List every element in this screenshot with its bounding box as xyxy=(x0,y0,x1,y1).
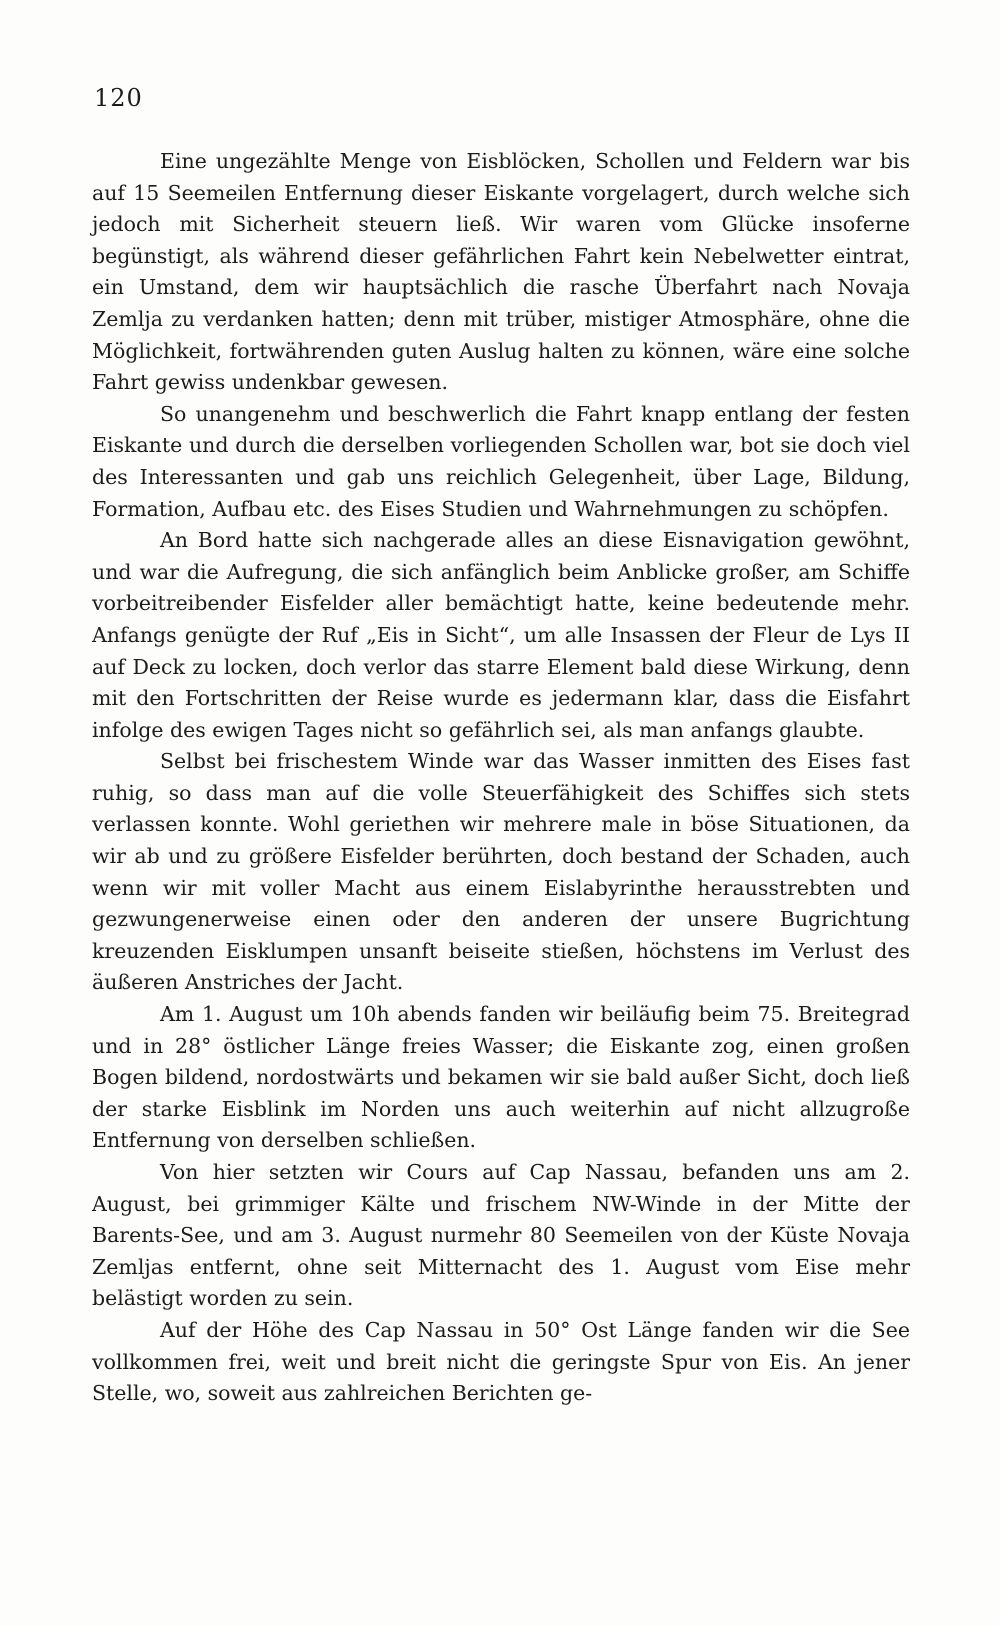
paragraph-4: Selbst bei frischestem Winde war das Wasser inmitten des Eises fast ruhig, so dass man auf die volle Steuerfähigkeit des Schiffes sich stets verlassen konnte. Wohl geriethen wir mehrere male in böse Situationen, da wir ab und zu größere Eisfelder berührten, doch bestand der Schaden, auch wenn wir mit voller Macht aus einem Eislabyrinthe herausstrebten und gezwungenerweise einen oder den anderen der unsere Bugrichtung kreuzenden Eisklumpen unsanft beiseite stießen, höchstens im Verlust des äußeren Anstriches der Jacht. xyxy=(92,749,910,995)
page-number: 120 xyxy=(94,84,143,112)
paragraph-1: Eine ungezählte Menge von Eisblöcken, Schollen und Feldern war bis auf 15 Seemeilen Entfernung dieser Eiskante vorgelagert, durch welche sich jedoch mit Sicherheit steuern ließ. Wir waren vom Glücke insoferne begünstigt, als während dieser gefährlichen Fahrt kein Nebelwetter eintrat, ein Umstand, dem wir hauptsächlich die rasche Überfahrt nach Novaja Zemlja zu verdanken hatten; denn mit trüber, mistiger Atmosphäre, ohne die Möglichkeit, fortwährenden guten Auslug halten zu können, wäre eine solche Fahrt gewiss undenkbar gewesen. xyxy=(92,149,910,395)
paragraph-7: Auf der Höhe des Cap Nassau in 50° Ost Länge fanden wir die See vollkommen frei, weit und breit nicht die geringste Spur von Eis. An jener Stelle, wo, soweit aus zahlreichen Berichten ge- xyxy=(92,1317,910,1406)
paragraph-2: So unangenehm und beschwerlich die Fahrt knapp entlang der festen Eiskante und durch die derselben vorliegenden Schollen war, bot sie doch viel des Interessanten und gab uns reichlich Gelegenheit, über Lage, Bildung, Formation, Aufbau etc. des Eises Studien und Wahrnehmungen zu schöpfen. xyxy=(92,401,910,521)
paragraph-6: Von hier setzten wir Cours auf Cap Nassau, befanden uns am 2. August, bei grimmiger Kälte und frischem NW-Winde in der Mitte der Barents-See, und am 3. August nurmehr 80 Seemeilen von der Küste Novaja Zemljas entfernt, ohne seit Mitternacht des 1. August vom Eise mehr belästigt worden zu sein. xyxy=(92,1160,910,1311)
paragraph-5: Am 1. August um 10h abends fanden wir beiläufig beim 75. Breitegrad und in 28° östlicher Länge freies Wasser; die Eiskante zog, einen großen Bogen bildend, nordostwärts und bekamen wir sie bald außer Sicht, doch ließ der starke Eisblink im Norden uns auch weiterhin auf nicht allzugroße Entfernung von derselben schließen. xyxy=(92,1002,910,1153)
body-text xyxy=(92,146,910,1410)
paragraph-3: An Bord hatte sich nachgerade alles an diese Eisnavigation gewöhnt, und war die Aufregung, die sich anfänglich beim Anblicke großer, am Schiffe vorbeitreibender Eisfelder aller bemächtigt hatte, keine bedeutende mehr. Anfangs genügte der Ruf „Eis in Sicht“, um alle Insassen der Fleur de Lys II auf Deck zu locken, doch verlor das starre Element bald diese Wirkung, denn mit den Fortschritten der Reise wurde es jedermann klar, dass die Eisfahrt infolge des ewigen Tages nicht so gefährlich sei, als man anfangs glaubte. xyxy=(92,528,910,742)
